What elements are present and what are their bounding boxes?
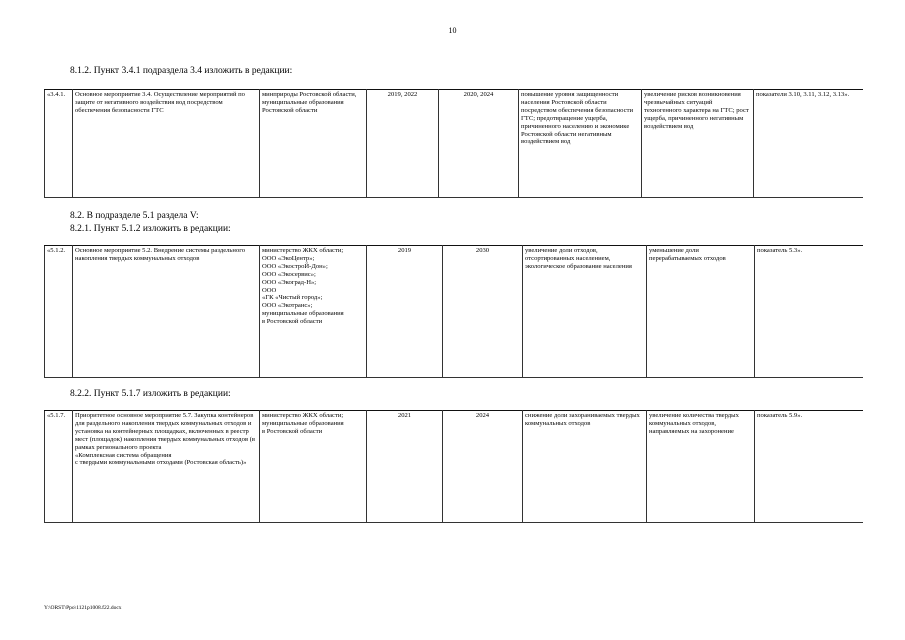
section-heading-8-2: 8.2. В подразделе 5.1 раздела V: [70, 211, 199, 221]
end-year: 2024 [443, 411, 523, 523]
end-year: 2020, 2024 [439, 90, 519, 198]
executor: министерство ЖКХ области; муниципальные образования в Ростовской области [260, 411, 367, 523]
page-number: 10 [448, 26, 457, 35]
linked-indicators: показатели 3.10, 3.11, 3.12, 3.13». [754, 90, 863, 198]
start-year: 2019 [367, 246, 443, 378]
table-item-3-4-1 [44, 89, 863, 198]
executor: министерство ЖКХ области; ООО «ЭкоЦентр»; ООО «ЭкостроЙ-Дон»; ООО «Экосервис»; ООО «Экоград-Н»; ООО «ГК «Чистый город»; ООО «Экотранс»; муниципальные образования в Ростовской области [260, 246, 367, 378]
document-file-path: Y:\ORST\Ppo\1121p1008.f22.docx [44, 605, 122, 611]
item-number: «5.1.2. [45, 246, 73, 378]
table-item-5-1-2 [44, 245, 863, 378]
measure-name: Приоритетное основное мероприятие 5.7. Закупка контейнеров для раздельного накопления твердых коммунальных отходов и установка на контейнерных площадках, включенных в реестр мест (площадок) накопления твердых коммунальных отходов (в рамках регионального проекта «Комплексная система обращения с твердыми коммунальными отходами (Ростовская область)» [73, 411, 260, 523]
start-year: 2019, 2022 [367, 90, 439, 198]
item-number: «3.4.1. [45, 90, 73, 198]
item-number: «5.1.7. [45, 411, 73, 523]
executor: минприроды Ростовской области, муниципальные образования Ростовской области [260, 90, 367, 198]
table-item-5-1-7 [44, 410, 863, 523]
linked-indicators: показатель 5.3». [755, 246, 863, 378]
linked-indicators: показатель 5.9». [755, 411, 863, 523]
measure-name: Основное мероприятие 5.2. Внедрение системы раздельного накопления твердых коммунальных отходов [73, 246, 260, 378]
expected-result: повышение уровня защищенности населения Ростовской области посредством обеспечения безопасности ГТС; предотвращение ущерба, причиненного населению и экономике Ростовской области негативным воздействием вод [519, 90, 642, 198]
expected-result: снижение доли захораниваемых твердых коммунальных отходов [523, 411, 647, 523]
non-implementation-consequences: увеличение рисков возникновения чрезвычайных ситуаций техногенного характера на ГТС; рост ущерба, причиненного негативным воздействием вод [642, 90, 754, 198]
measure-name: Основное мероприятие 3.4. Осуществление мероприятий по защите от негативного воздействия вод посредством обеспечения безопасности ГТС [73, 90, 260, 198]
expected-result: увеличение доли отходов, отсортированных населением, экологическое образование населения [523, 246, 647, 378]
section-heading-8-2-1: 8.2.1. Пункт 5.1.2 изложить в редакции: [70, 224, 231, 234]
end-year: 2030 [443, 246, 523, 378]
section-heading-8-2-2: 8.2.2. Пункт 5.1.7 изложить в редакции: [70, 389, 231, 399]
non-implementation-consequences: уменьшение доли перерабатываемых отходов [647, 246, 755, 378]
table-row [45, 246, 863, 378]
start-year: 2021 [367, 411, 443, 523]
section-heading-8-1-2: 8.1.2. Пункт 3.4.1 подраздела 3.4 изложить в редакции: [70, 66, 293, 76]
non-implementation-consequences: увеличение количества твердых коммунальных отходов, направляемых на захоронение [647, 411, 755, 523]
table-row [45, 90, 863, 198]
table-row [45, 411, 863, 523]
